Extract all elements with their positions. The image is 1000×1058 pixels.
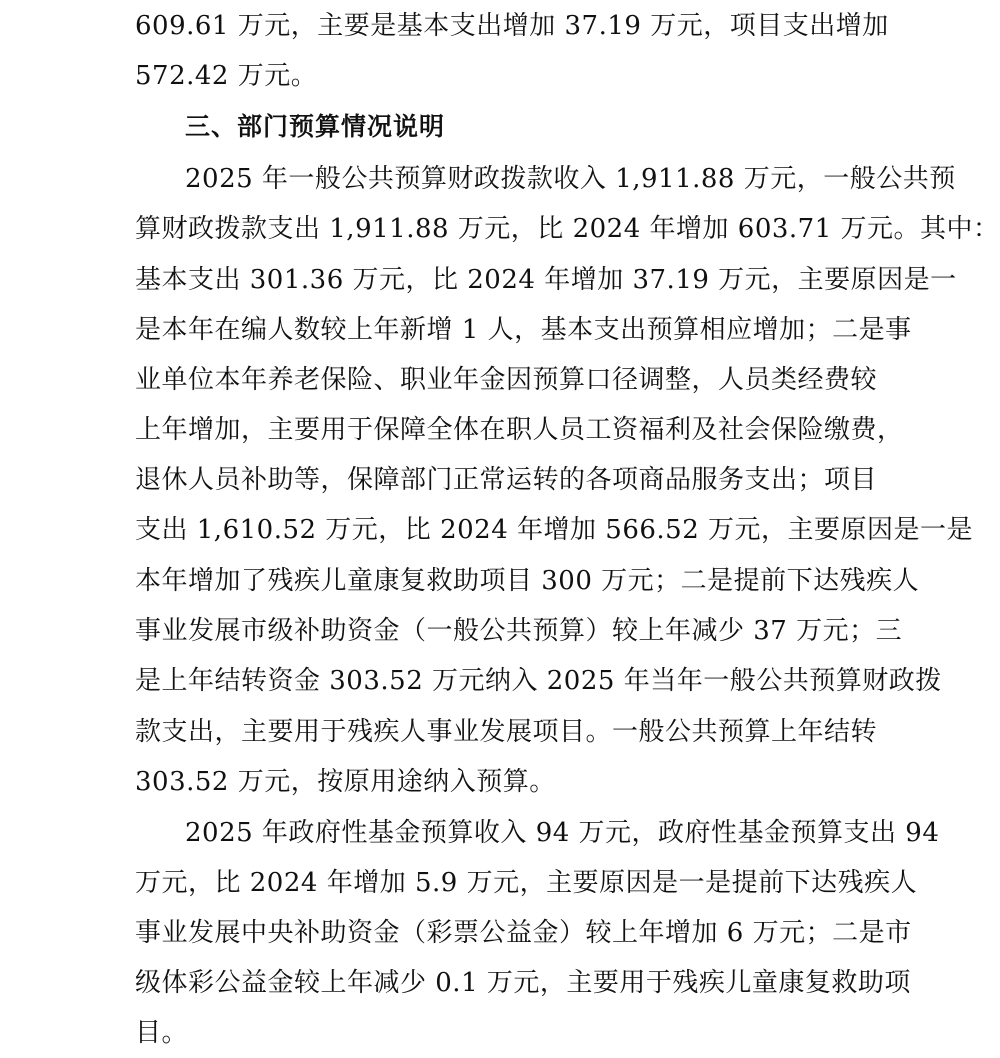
paragraph-1-line-13: 303.52 万元，按原用途纳入预算。 [135, 767, 556, 797]
paragraph-1-line-10: 事业发展市级补助资金（一般公共预算）较上年减少 37 万元；三 [135, 616, 903, 646]
paragraph-1-line-5: 业单位本年养老保险、职业年金因预算口径调整，人员类经费较 [135, 365, 878, 395]
paragraph-2-line-3: 事业发展中央补助资金（彩票公益金）较上年增加 6 万元；二是市 [135, 918, 912, 948]
paragraph-1-line-11: 是上年结转资金 303.52 万元纳入 2025 年当年一般公共预算财政拨 [135, 666, 942, 696]
paragraph-1-line-7: 退休人员补助等，保障部门正常运转的各项商品服务支出；项目 [135, 465, 878, 495]
paragraph-2-line-5: 目。 [135, 1018, 189, 1048]
intro-line-2: 572.42 万元。 [135, 61, 318, 91]
paragraph-2-line-2: 万元，比 2024 年增加 5.9 万元，主要原因是一是提前下达残疾人 [135, 868, 918, 898]
paragraph-2-line-1: 2025 年政府性基金预算收入 94 万元，政府性基金预算支出 94 [185, 818, 940, 848]
paragraph-1-line-8: 支出 1,610.52 万元，比 2024 年增加 566.52 万元，主要原因是一是 [135, 515, 974, 545]
paragraph-2-line-4: 级体彩公益金较上年减少 0.1 万元，主要用于残疾儿童康复救助项 [135, 968, 911, 998]
paragraph-1-line-1: 2025 年一般公共预算财政拨款收入 1,911.88 万元，一般公共预 [185, 164, 956, 194]
paragraph-1-line-9: 本年增加了残疾儿童康复救助项目 300 万元；二是提前下达残疾人 [135, 566, 920, 596]
paragraph-1-line-2: 算财政拨款支出 1,911.88 万元，比 2024 年增加 603.71 万元。其中： [135, 214, 1000, 244]
paragraph-1-line-4: 是本年在编人数较上年新增 1 人，基本支出预算相应增加；二是事 [135, 315, 912, 345]
paragraph-1-line-6: 上年增加，主要用于保障全体在职人员工资福利及社会保险缴费， [135, 415, 904, 445]
paragraph-1-line-3: 基本支出 301.36 万元，比 2024 年增加 37.19 万元，主要原因是一 [135, 265, 957, 295]
paragraph-1-line-12: 款支出，主要用于残疾人事业发展项目。一般公共预算上年结转 [135, 717, 878, 747]
section-heading: 三、部门预算情况说明 [185, 112, 446, 141]
intro-line-1: 609.61 万元，主要是基本支出增加 37.19 万元，项目支出增加 [135, 11, 889, 41]
